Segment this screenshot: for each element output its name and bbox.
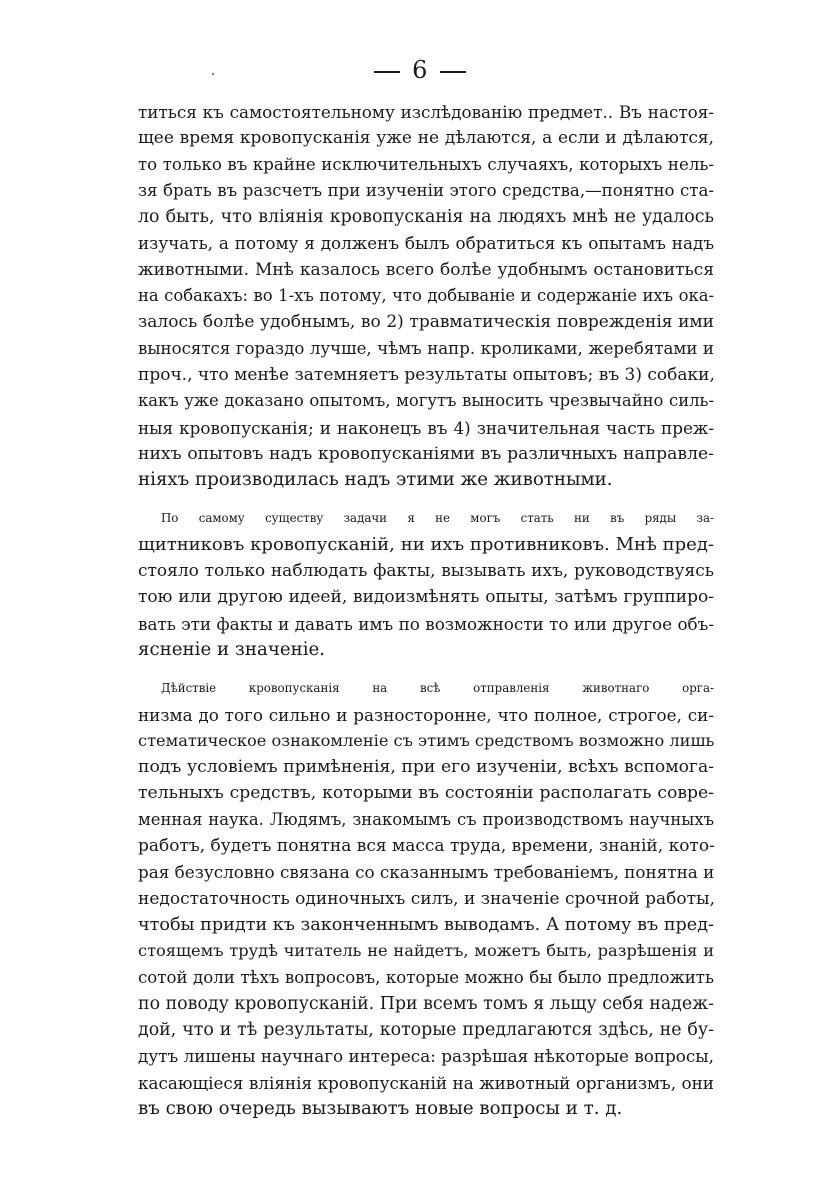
text-line: стояло только наблюдать факты, вызывать ихъ, руководствуясь	[138, 561, 714, 582]
text-line: сотой доли тѣхъ вопросовъ, которые можно бы было предложить	[138, 967, 714, 987]
paragraph-gap	[138, 493, 714, 505]
text-line: какъ уже доказано опытомъ, могутъ выносить чрезвычайно силь-	[138, 391, 714, 411]
text-line: титься къ самостоятельному изслѣдованію предмет.. Въ настоя-	[138, 102, 714, 122]
text-line: ло быть, что вліянія кровопусканія на людяхъ мнѣ не удалось	[138, 207, 714, 228]
text-line: зя брать въ разсчетъ при изученіи этого средства,—понятно ста-	[138, 180, 714, 200]
text-line: касающіеся вліянія кровопусканій на животный организмъ, они	[138, 1072, 714, 1093]
text-line: ныя кровопусканія; и наконецъ въ 4) значительная часть преж-	[138, 417, 714, 438]
header-dash-left	[374, 71, 400, 73]
text-line: нихъ опытовъ надъ кровопусканіями въ различныхъ направле-	[138, 443, 714, 464]
text-line: проч., что менѣе затемняетъ результаты опытовъ; въ 3) собаки,	[138, 364, 715, 385]
text-line: стоящемъ трудѣ читатель не найдетъ, можетъ быть, разрѣшенія и	[138, 941, 714, 961]
text-line: недостаточность одиночныхъ силъ, и значеніе срочной работы,	[138, 888, 715, 909]
text-line: залось болѣе удобнымъ, во 2) травматическія поврежденія ими	[138, 312, 714, 333]
text-line: ніяхъ производилась надъ этими же животными.	[138, 469, 613, 491]
text-line: животными. Мнѣ казалось всего болѣе удобнымъ остановиться	[138, 259, 714, 280]
paragraph-gap	[138, 663, 714, 675]
text-line: стематическое ознакомленіе съ этимъ средствомъ возможно лишь	[138, 730, 715, 750]
text-line: рая безусловно связана со сказаннымъ требованіемъ, понятна и	[138, 862, 715, 883]
header-dash-right	[440, 71, 466, 73]
text-line: на собакахъ: во 1-хъ потому, что добываніе и содержаніе ихъ ока-	[138, 286, 714, 306]
text-line: дутъ лишены научнаго интереса: разрѣшая нѣкоторые вопросы,	[138, 1046, 714, 1067]
text-line: вать эти факты и давать имъ по возможности то или другое объ-	[138, 613, 714, 634]
text-line: менная наука. Людямъ, знакомымъ съ производствомъ научныхъ	[138, 809, 714, 829]
page-header	[0, 56, 840, 84]
text-line: Дѣйствіе кровопусканія на всѣ отправленія животнаго орга-	[161, 681, 714, 696]
text-line: подъ условіемъ примѣненія, при его изученіи, всѣхъ вспомога-	[138, 757, 714, 778]
text-line: работъ, будетъ понятна вся масса труда, времени, знаній, кото-	[138, 836, 715, 857]
paragraph-3	[138, 675, 714, 1122]
paragraph-2	[138, 505, 714, 663]
text-line: то только въ крайне исключительныхъ случаяхъ, которыхъ нель-	[138, 154, 714, 174]
page-number: 6	[412, 56, 428, 84]
text-line: изучать, а потому я долженъ былъ обратиться къ опытамъ надъ	[138, 233, 714, 254]
text-line: дой, что и тѣ результаты, которые предлагаются здѣсь, не бу-	[138, 1020, 714, 1041]
text-line: По самому существу задачи я не могъ стать ни въ ряды за-	[161, 511, 714, 526]
paragraph-1	[138, 99, 714, 493]
text-line: по поводу кровопусканій. При всемъ томъ я льщу себя надеж-	[138, 993, 715, 1014]
text-line: щее время кровопусканія уже не дѣлаются, а если и дѣлаются,	[138, 128, 714, 149]
text-line: тельныхъ средствъ, которыми въ состояніи располагать совре-	[138, 783, 714, 804]
text-line: щитниковъ кровопусканій, ни ихъ противниковъ. Мнѣ пред-	[138, 533, 714, 555]
text-line: низма до того сильно и разносторонне, что полное, строгое, си-	[138, 704, 714, 725]
text-line: выносятся гораздо лучше, чѣмъ напр. кроликами, жеребятами и	[138, 338, 714, 358]
text-line: ясненіе и значеніе.	[138, 638, 326, 660]
text-line: въ свою очередь вызываютъ новые вопросы и т. д.	[138, 1097, 623, 1119]
body-text	[138, 99, 714, 1122]
text-line: чтобы придти къ законченнымъ выводамъ. А потому въ пред-	[138, 914, 714, 935]
text-line: тою или другою идеей, видоизмѣнять опыты, затѣмъ группиро-	[138, 587, 714, 608]
